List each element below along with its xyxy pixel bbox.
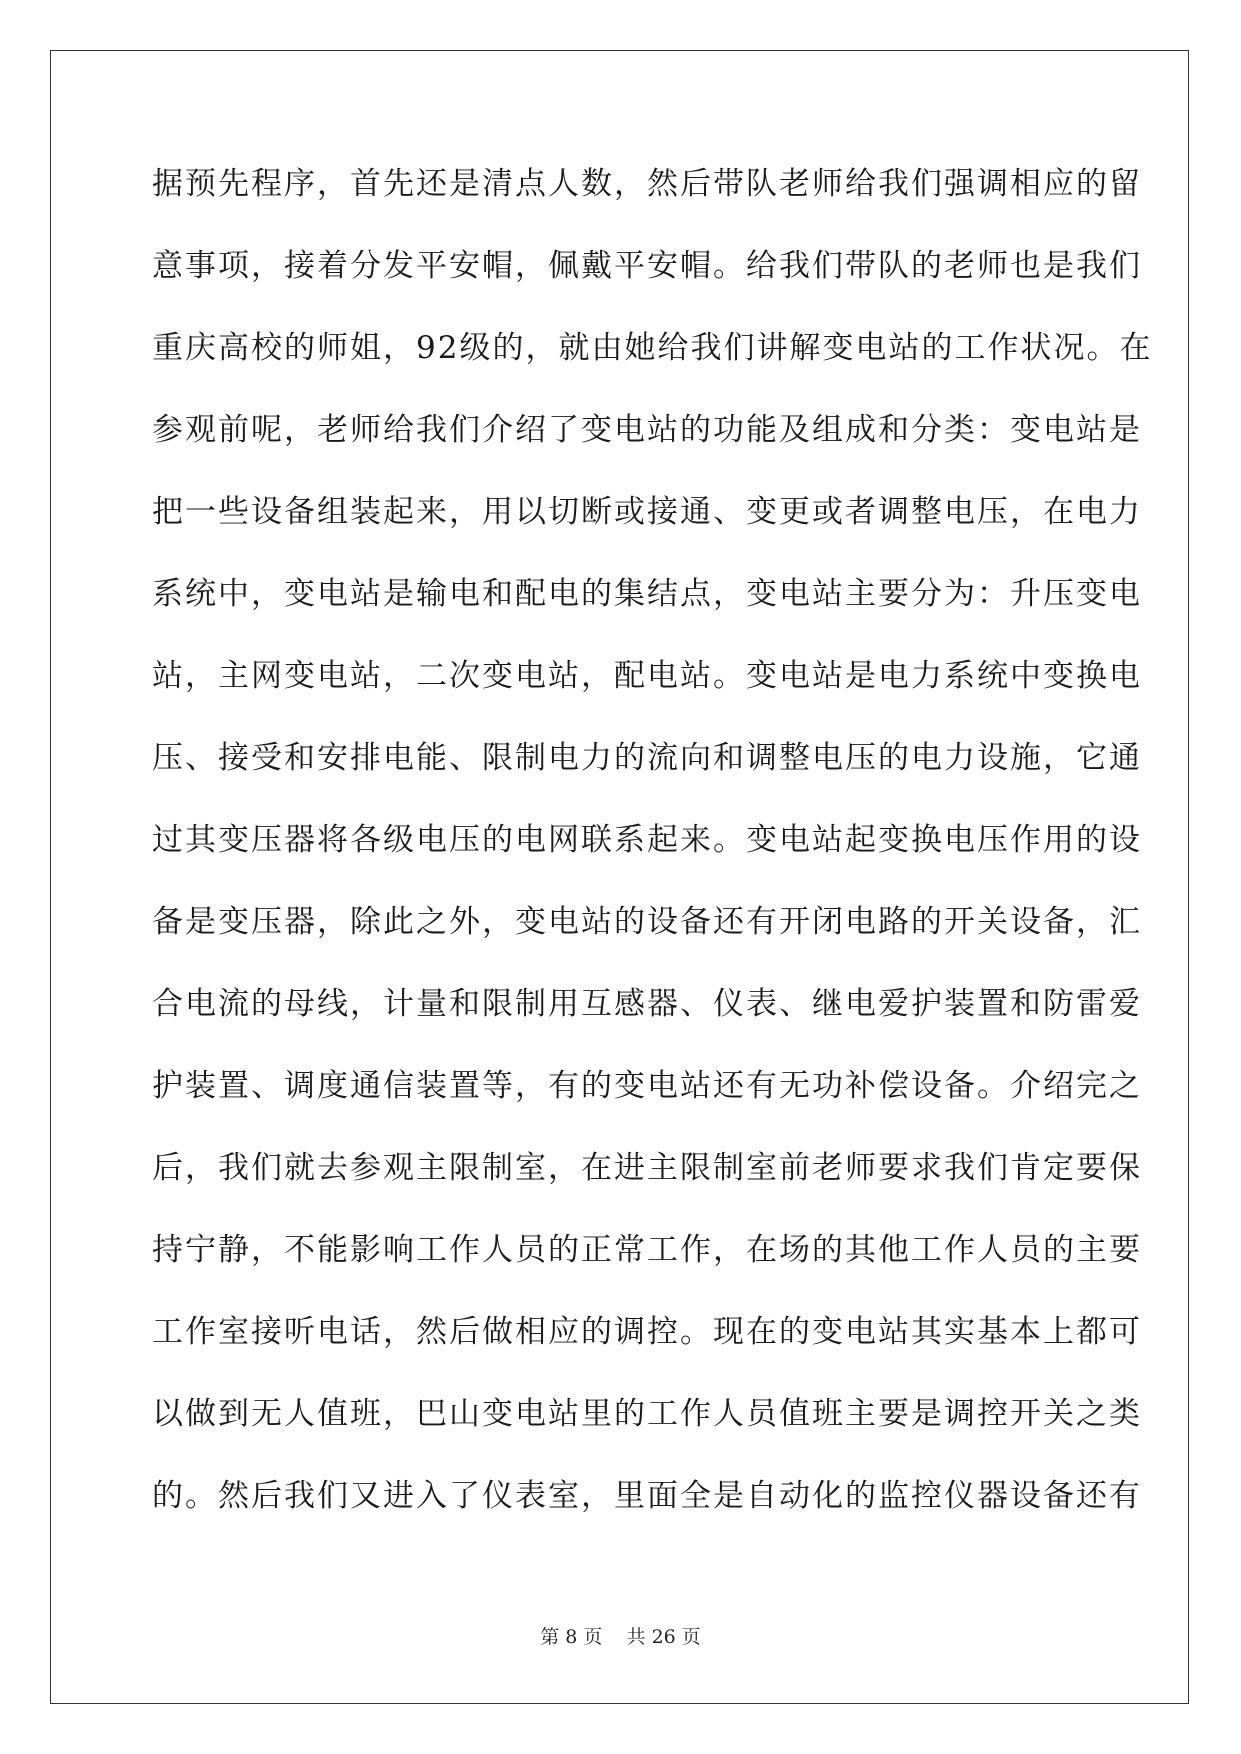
text-line: 把一些设备组装起来，用以切断或接通、变更或者调整电压，在电力 xyxy=(152,494,1142,530)
text-line: 压、接受和安排电能、限制电力的流向和调整电压的电力设施，它通 xyxy=(152,740,1142,776)
text-line: 以做到无人值班，巴山变电站里的工作人员值班主要是调控开关之类 xyxy=(152,1396,1142,1432)
text-line: 的。然后我们又进入了仪表室，里面全是自动化的监控仪器设备还有 xyxy=(152,1478,1142,1514)
text-line: 后，我们就去参观主限制室，在进主限制室前老师要求我们肯定要保 xyxy=(152,1150,1142,1186)
text-line: 护装置、调度通信装置等，有的变电站还有无功补偿设备。介绍完之 xyxy=(152,1068,1142,1104)
text-line: 站，主网变电站，二次变电站，配电站。变电站是电力系统中变换电 xyxy=(152,658,1142,694)
text-line: 意事项，接着分发平安帽，佩戴平安帽。给我们带队的老师也是我们 xyxy=(152,248,1142,284)
text-line: 合电流的母线，计量和限制用互感器、仪表、继电爱护装置和防雷爱 xyxy=(152,986,1142,1022)
text-line: 过其变压器将各级电压的电网联系起来。变电站起变换电压作用的设 xyxy=(152,822,1142,858)
text-line: 据预先程序，首先还是清点人数，然后带队老师给我们强调相应的留 xyxy=(152,166,1142,202)
text-line: 持宁静，不能影响工作人员的正常工作，在场的其他工作人员的主要 xyxy=(152,1232,1142,1268)
body-text xyxy=(152,160,1153,1554)
page-number: 第 8 页 共 26 页 xyxy=(540,1626,701,1648)
text-line: 工作室接听电话，然后做相应的调控。现在的变电站其实基本上都可 xyxy=(152,1314,1142,1350)
text-line: 重庆高校的师姐，92级的，就由她给我们讲解变电站的工作状况。在 xyxy=(152,330,1153,366)
text-line: 备是变压器，除此之外，变电站的设备还有开闭电路的开关设备，汇 xyxy=(152,904,1142,940)
text-line: 系统中，变电站是输电和配电的集结点，变电站主要分为：升压变电 xyxy=(152,576,1142,612)
text-line: 参观前呢，老师给我们介绍了变电站的功能及组成和分类：变电站是 xyxy=(152,412,1142,448)
